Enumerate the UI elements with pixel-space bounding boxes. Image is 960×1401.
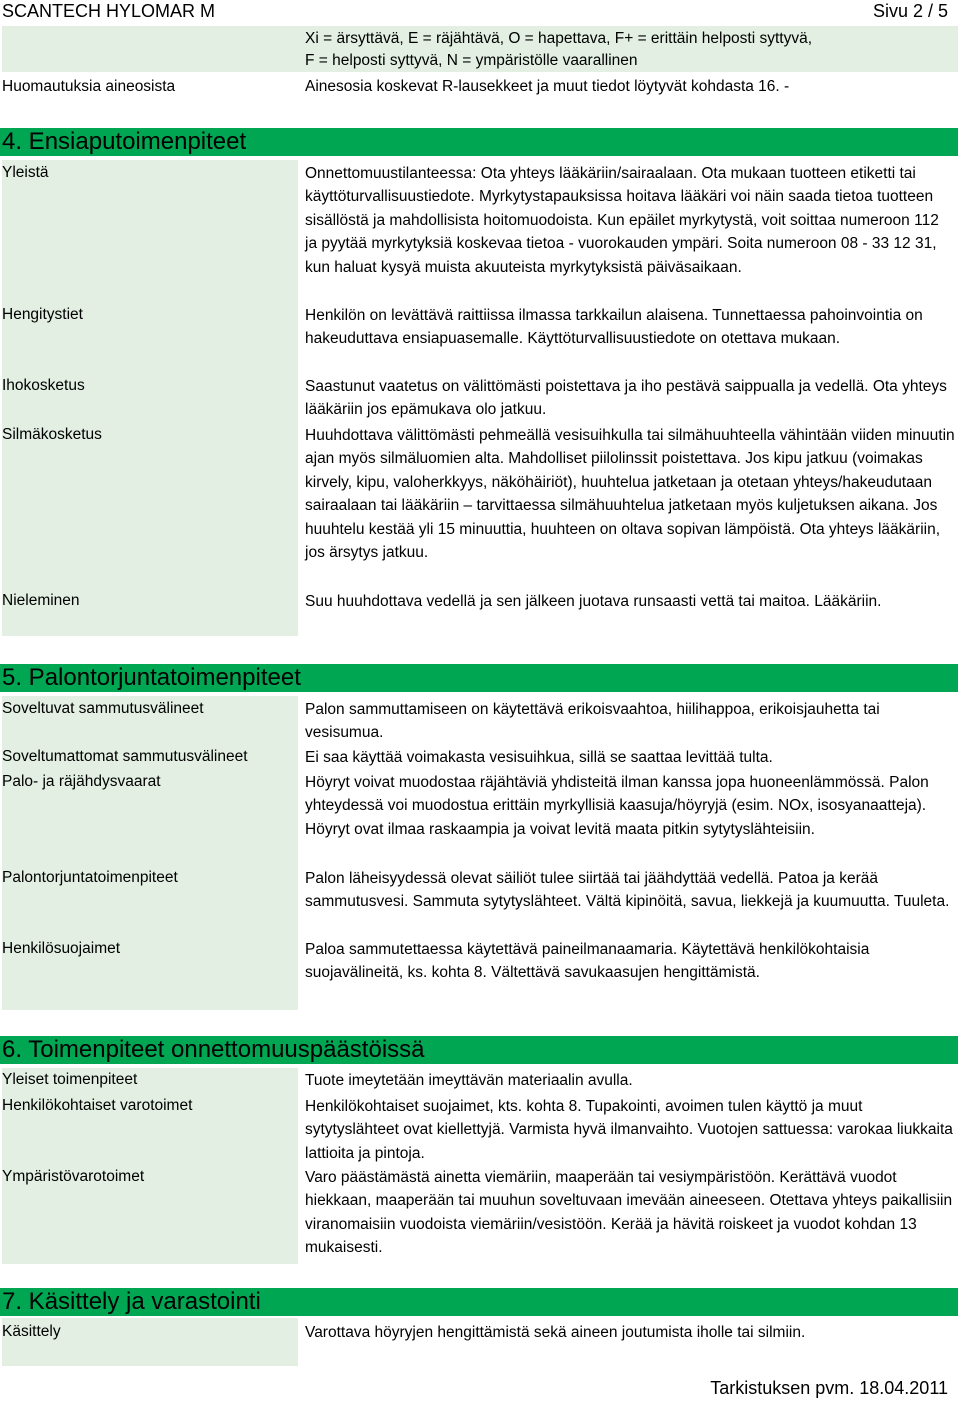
label-soveltuvat: Soveltuvat sammutusvälineet (2, 700, 204, 717)
hazard-legend-line-2: F = helposti syttyvä, N = ympäristölle vaarallinen (305, 52, 638, 69)
label-henkilokohtaiset-varotoimet: Henkilökohtaiset varotoimet (2, 1097, 193, 1114)
section-4-label-column (2, 160, 298, 636)
page-number: Sivu 2 / 5 (872, 1, 948, 21)
remark-label: Huomautuksia aineosista (2, 78, 176, 95)
label-ymparistovarotoimet: Ympäristövarotoimet (2, 1168, 145, 1185)
label-palontorjunta: Palontorjuntatoimenpiteet (2, 869, 178, 886)
text-kasittely: Varottava höyryjen hengittämistä sekä aineen joutumista iholle tai silmiin. (305, 1324, 806, 1341)
revision-date: Tarkistuksen pvm. 18.04.2011 (710, 1378, 948, 1398)
text-silmakosketus: Huuhdottava välittömästi pehmeällä vesisuihkulla tai silmähuuhteella vähintään viiden minuutin ajan myös silmäluomien alta. Mahdolliset piilolinssit poistettava. Jos kipu jatkuu (voimakas kirvely, kipu, valoherkkyys, näköhäiriöt), huuhtelua jatketaan ja otetaan yhteys/hakeudutaan sairaalaan tai lääkäriin – tarvittaessa silmähuuhtelua jatketaan myös kuljetuksen aikana. Jos huuhtelu kestää yli 15 minuuttia, huuhteen on oltava sopivan lämpöistä. Ota yhteys lääkäriin, jos ärsytys jatkuu. (305, 427, 955, 562)
label-palo-rajahdysvaarat: Palo- ja räjähdysvaarat (2, 773, 161, 790)
label-hengitystiet: Hengitystiet (2, 306, 83, 323)
section-6-heading: 6. Toimenpiteet onnettomuuspäästöissä (0, 1036, 958, 1064)
label-yleista: Yleistä (2, 164, 49, 181)
remark-text: Ainesosia koskevat R-lausekkeet ja muut tiedot löytyvät kohdasta 16. - (305, 78, 790, 95)
text-ihokosketus: Saastunut vaatetus on välittömästi poistettava ja iho pestävä saippualla ja vedellä. Ota yhteys lääkäriin jos epämukava olo jatkuu. (305, 378, 947, 419)
text-ymparistovarotoimet: Varo päästämästä ainetta viemäriin, maaperään tai vesiympäristöön. Kerättävä vuodot hiekkaan, maaperään tai muuhun soveltuvaan imevään aineeseen. Otettava yhteys paikallisiin viranomaisiin vuodoista viemäriin/vesistöön. Kerää ja hävitä roiskeet ja vuodot kohdan 13 mukaisesti. (305, 1169, 953, 1257)
text-henkilosuojaimet: Paloa sammutettaessa käytettävä paineilmanaamaria. Käytettävä henkilökohtaisia suojavälineitä, ks. kohta 8. Vältettävä savukaasujen hengittämistä. (305, 941, 870, 982)
text-palo-rajahdysvaarat: Höyryt voivat muodostaa räjähtäviä yhdisteitä ilman kanssa jopa huoneenlämmössä. Palon yhteydessä voi muodostua erittäin myrkyllisiä kaasuja/höyryjä (esim. NOx, isosyanaatteja). Höyryt ovat ilmaa raskaampia ja voivat levitä maata pitkin sytytyslähteisiin. (305, 774, 929, 838)
section-7-heading: 7. Käsittely ja varastointi (0, 1288, 958, 1316)
label-soveltumattomat: Soveltumattomat sammutusvälineet (2, 748, 248, 765)
label-ihokosketus: Ihokosketus (2, 377, 85, 394)
label-henkilosuojaimet: Henkilösuojaimet (2, 940, 121, 957)
hazard-legend-line-1: Xi = ärsyttävä, E = räjähtävä, O = hapettava, F+ = erittäin helposti syttyvä, (305, 30, 813, 47)
label-silmakosketus: Silmäkosketus (2, 426, 102, 443)
text-palontorjunta: Palon läheisyydessä olevat säiliöt tulee siirtää tai jäähdyttää vedellä. Patoa ja kerää sammutusvesi. Sammuta sytytyslähteet. Vältä kipinöitä, savua, liekkejä ja kuumuutta. Tuuleta. (305, 870, 950, 911)
section-5-label-column (2, 696, 298, 1010)
text-yleista: Onnettomuustilanteessa: Ota yhteys lääkäriin/sairaalaan. Ota mukaan tuotteen etiketti tai käyttöturvallisuustiedote. Myrkytystapauksissa hoitava lääkäri voi näin saada tietoa tuotteen sisällöstä ja mahdollisista hoitomuodoista. Kun epäilet myrkytystä, voit soittaa numeroon 112 ja pyytää myrkytyksiä koskevaa tietoa - vuorokauden ympäri. Soita numeroon 08 - 33 12 31, kun haluat kysyä muista akuuteista myrkytyksistä päiväsaikaan. (305, 165, 939, 276)
text-hengitystiet: Henkilön on levättävä raittiissa ilmassa tarkkailun alaisena. Tunnettaessa pahoinvointia on hakeuduttava ensiapuasemalle. Käyttöturvallisuustiedote on otettava mukaan. (305, 307, 923, 348)
section-5-heading: 5. Palontorjuntatoimenpiteet (0, 664, 958, 692)
text-henkilokohtaiset-varotoimet: Henkilökohtaiset suojaimet, kts. kohta 8. Tupakointi, avoimen tulen käyttö ja muut sytytyslähteet ovat kiellettyjä. Varmista hyvä ilmanvaihto. Vuotojen sattuessa: varokaa liukkaita lattioita ja pintoja. (305, 1098, 953, 1162)
label-kasittely: Käsittely (2, 1323, 61, 1340)
text-soveltuvat: Palon sammuttamiseen on käytettävä erikoisvaahtoa, hiilihappoa, erikoisjauhetta tai vesisumua. (305, 701, 880, 742)
label-nieleminen: Nieleminen (2, 592, 80, 609)
section-4-heading: 4. Ensiaputoimenpiteet (0, 128, 958, 156)
text-soveltumattomat: Ei saa käyttää voimakasta vesisuihkua, sillä se saattaa levittää tulta. (305, 749, 773, 766)
text-nieleminen: Suu huuhdottava vedellä ja sen jälkeen juotava runsaasti vettä tai maitoa. Lääkäriin. (305, 593, 882, 610)
text-yleiset-toimenpiteet: Tuote imeytetään imeyttävän materiaalin avulla. (305, 1072, 633, 1089)
document-title: SCANTECH HYLOMAR M (2, 1, 216, 21)
label-yleiset-toimenpiteet: Yleiset toimenpiteet (2, 1071, 138, 1088)
hazard-legend-block (2, 26, 958, 72)
